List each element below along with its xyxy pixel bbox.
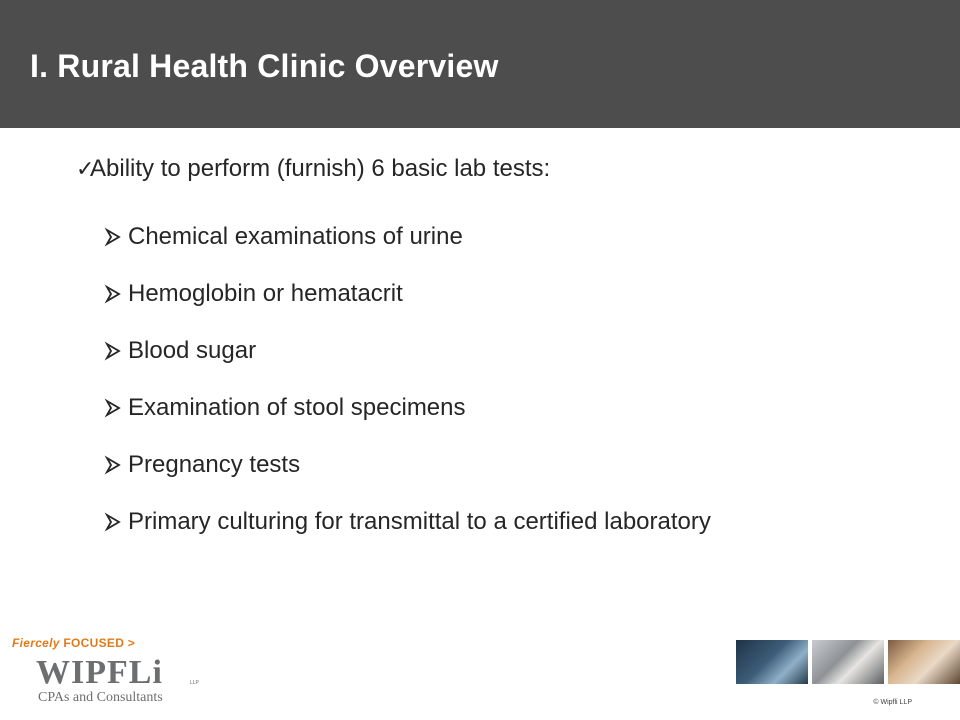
brand-subtitle: CPAs and Consultants xyxy=(38,690,163,705)
copyright-text: © Wipfli LLP xyxy=(873,699,912,706)
brand-suffix: LLP xyxy=(190,680,199,686)
main-bullet-text: Ability to perform (furnish) 6 basic lab tests: xyxy=(90,155,551,182)
footer-photo-team xyxy=(888,640,960,684)
list-item xyxy=(104,222,824,251)
footer-photo-doctor xyxy=(736,640,808,684)
list-item-text: Primary culturing for transmittal to a certified laboratory xyxy=(128,508,711,535)
checkmark-icon: ✓ xyxy=(76,156,95,181)
list-item xyxy=(104,393,824,422)
list-item xyxy=(104,507,824,536)
lab-tests-list xyxy=(104,222,824,564)
tagline-part2: FOCUSED > xyxy=(63,636,136,650)
slide-title: I. Rural Health Clinic Overview xyxy=(30,48,499,84)
brand-name: WIPFLi xyxy=(36,654,163,691)
arrow-bullet-icon xyxy=(104,511,124,533)
tagline xyxy=(12,636,135,650)
list-item-text: Chemical examinations of urine xyxy=(128,223,463,250)
list-item-text: Pregnancy tests xyxy=(128,451,301,478)
arrow-bullet-icon xyxy=(104,454,124,476)
list-item-text: Examination of stool specimens xyxy=(128,394,466,421)
arrow-bullet-icon xyxy=(104,340,124,362)
wipfli-logo xyxy=(12,636,232,708)
footer-photo-handshake xyxy=(812,640,884,684)
arrow-bullet-icon xyxy=(104,397,124,419)
slide-header xyxy=(0,0,960,128)
list-item-text: Blood sugar xyxy=(128,337,257,364)
list-item-text: Hemoglobin or hematacrit xyxy=(128,280,403,307)
main-bullet xyxy=(76,155,550,183)
list-item xyxy=(104,450,824,479)
list-item xyxy=(104,279,824,308)
list-item xyxy=(104,336,824,365)
tagline-part1: Fiercely xyxy=(12,636,60,650)
arrow-bullet-icon xyxy=(104,283,124,305)
arrow-bullet-icon xyxy=(104,226,124,248)
